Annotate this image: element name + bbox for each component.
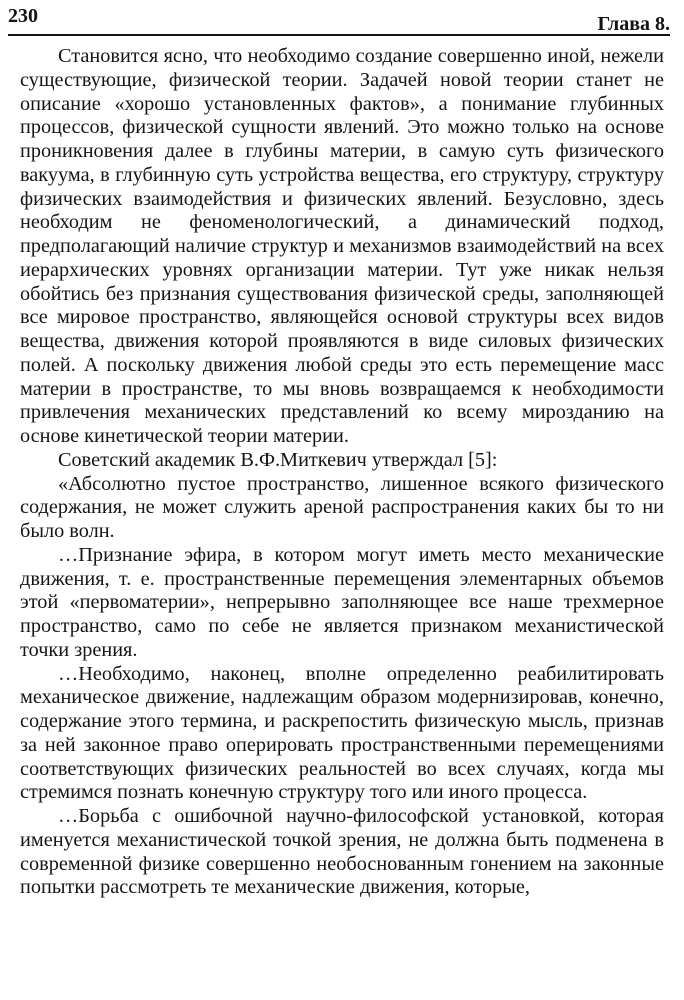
- header-rule: [8, 34, 670, 36]
- paragraph: Советский академик В.Ф.Миткевич утверждал [5]:: [58, 448, 498, 471]
- quote-paragraph: …Борьба с ошибочной научно-философской установкой, которая именуется механистической точкой зрения, не должна быть подменена в современной физике совершенно необоснованным гонением на законные попытки рассмотреть те механические движения, которые,: [20, 805, 664, 899]
- body-text: [20, 45, 664, 900]
- quote-paragraph: …Необходимо, наконец, вполне определенно реабилитировать механическое движение, надлежащим образом модернизировав, конечно, содержание этого термина, и раскрепостить физическую мысль, признав за ней законное право оперировать пространственными перемещениями соответствующих физических реальностей во всех случаях, когда мы стремимся познать конечную структуру того или иного процесса.: [20, 662, 664, 804]
- quote-paragraph: «Абсолютно пустое пространство, лишенное всякого физического содержания, не может служить ареной распространения каких бы то ни было волн.: [20, 472, 664, 542]
- chapter-running-head: Глава 8.: [597, 13, 670, 35]
- page-number: 230: [8, 5, 38, 27]
- page-header: [8, 2, 670, 35]
- paragraph: Становится ясно, что необходимо создание совершенно иной, нежели существующие, физической теории. Задачей новой теории станет не описание «хорошо установленных фактов», а понимание глубинных процессов, физической сущности явлений. Это можно только на основе проникновения далее в глубины материи, в самую суть физического вакуума, в глубинную суть устройства вещества, его структуру, структуру физических взаимодействия и физических явлений. Безусловно, здесь необходим не феноменологический, а динамический подход, предполагающий наличие структур и механизмов взаимодействий на всех иерархических уровнях организации материи. Тут уже никак нельзя обойтись без признания существования физической среды, заполняющей все мировое пространство, являющейся основой структуры всех видов вещества, движения которой проявляются в виде силовых физических полей. А поскольку движения любой среды это есть перемещение масс материи в пространстве, то мы вновь возвращаемся к необходимости привлечения механических представлений ко всему мирозданию на основе кинетической теории материи.: [20, 45, 664, 447]
- quote-paragraph: …Признание эфира, в котором могут иметь место механические движения, т. е. пространственные перемещения элементарных объемов этой «первоматерии», непрерывно заполняющее все наше трехмерное пространство, само по себе не является признаком механистической точки зрения.: [20, 543, 664, 661]
